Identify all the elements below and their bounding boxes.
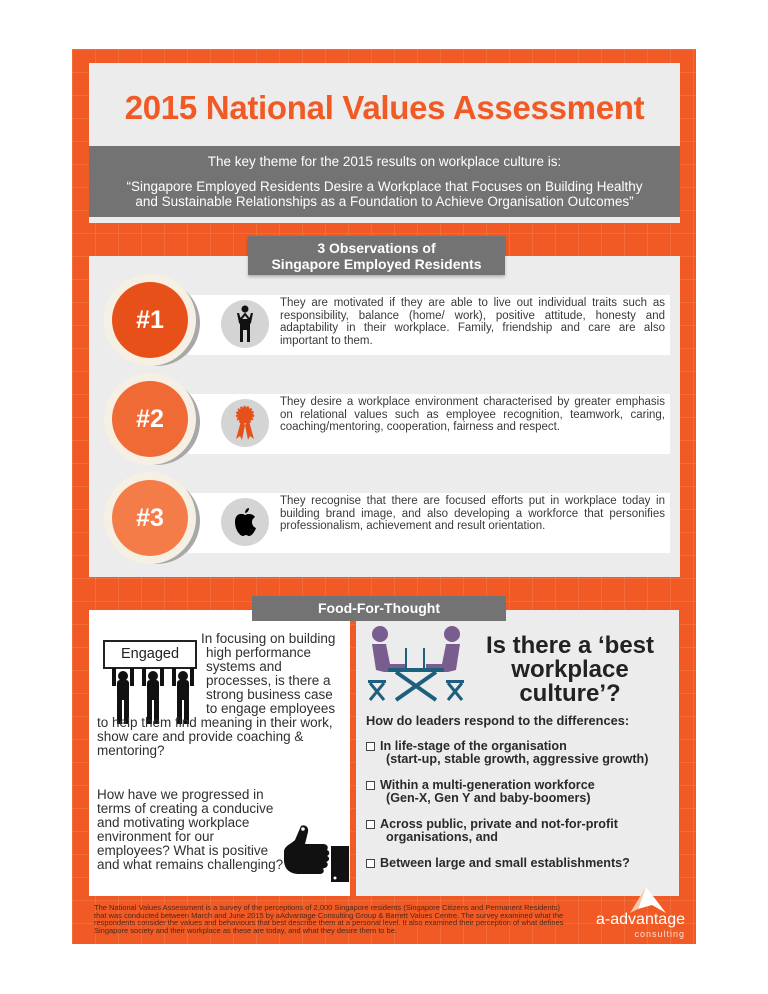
checkbox-icon — [366, 781, 375, 790]
engagement-question-line: systems and — [206, 659, 282, 674]
difference-item — [366, 818, 678, 844]
best-workplace-question-line: Is there a ‘best — [485, 632, 655, 659]
observation-item — [104, 472, 670, 570]
engagement-question-line: In focusing on building — [201, 631, 336, 646]
difference-item — [366, 779, 678, 805]
progress-question-text: How have we progressed in terms of creating a conducive and motivating workplace environment for our employees? What is positive and what remains challenging? — [97, 787, 284, 872]
difference-item — [366, 857, 678, 870]
difference-main: Across public, private and not-for-profit — [380, 817, 618, 831]
engaged-sign: Engaged — [103, 640, 197, 669]
engagement-question-line: strong business case — [206, 687, 333, 702]
key-theme-box — [89, 146, 680, 217]
logo-name: a-advantage — [596, 911, 685, 928]
page-title: 2015 National Values Assessment — [124, 89, 645, 126]
best-workplace-question — [470, 634, 670, 706]
observation-item — [104, 274, 670, 372]
engagement-question — [97, 632, 349, 758]
meeting-table-icon — [366, 624, 466, 704]
observation-text: They are motivated if they are able to live out individual traits such as responsibility, balance (home/ work), positive attitude, honesty and adaptability in their workplace. Family, friendship and care are also important to them. — [280, 297, 665, 347]
engagement-question-line: processes, is there a — [206, 673, 331, 688]
observation-badge: #2 — [112, 381, 188, 457]
observation-badge: #1 — [112, 282, 188, 358]
leaders-question: How do leaders respond to the differences: — [366, 713, 630, 728]
observation-badge: #3 — [112, 480, 188, 556]
engagement-question-tail: to help them find meaning in their work, show care and provide coaching & mentoring? — [97, 715, 333, 758]
person-icon — [221, 300, 269, 348]
survey-footnote: The National Values Assessment is a survey of the perceptions of 2,000 Singapore residents (Singapore Citizens and Permanent Residents) that was conducted between March and June 2015 by aAdvantage Consulting Group & Barrett Values Centre. The survey examined what the respondents consider the values and behaviours that best describe them at a personal level. It also examined their perception of what defines Singapore society and their workplace as these are today, and what they desire them to be. — [94, 903, 564, 935]
engagement-question-line: to engage employees — [206, 701, 336, 716]
difference-main: Between large and small establishments? — [380, 856, 630, 870]
difference-item — [366, 740, 678, 766]
best-workplace-question-line: culture’? — [519, 680, 621, 707]
difference-sub: (start-up, stable growth, aggressive growth) — [386, 752, 649, 766]
theme-quote: “Singapore Employed Residents Desire a Workplace that Focuses on Building Healthy and Sustainable Relationships as a Foundation to Achieve Organisation Outcomes” — [126, 179, 643, 209]
observations-panel — [89, 256, 680, 577]
differences-list — [366, 740, 678, 883]
observation-text: They recognise that there are focused efforts put in workplace today in building brand image, and also developing a workforce that personifies professionalism, achievement and result orientation. — [280, 495, 665, 532]
logo-subtitle: consulting — [634, 929, 685, 939]
difference-main: In life-stage of the organisation — [380, 739, 567, 753]
checkbox-icon — [366, 859, 375, 868]
apple-icon — [221, 498, 269, 546]
observations-header-line2: Singapore Employed Residents — [271, 256, 482, 272]
difference-main: Within a multi-generation workforce — [380, 778, 595, 792]
theme-intro: The key theme for the 2015 results on workplace culture is: — [207, 154, 562, 169]
thumbs-up-icon — [279, 824, 351, 884]
checkbox-icon — [366, 742, 375, 751]
logo-mountain-icon — [626, 887, 666, 913]
difference-sub: (Gen-X, Gen Y and baby-boomers) — [386, 791, 591, 805]
observations-header-line1: 3 Observations of — [317, 240, 436, 256]
difference-sub: organisations, and — [386, 830, 498, 844]
title-panel — [89, 63, 680, 223]
observation-text: They desire a workplace environment characterised by greater emphasis on relational values such as employee recognition, teamwork, caring, coaching/mentoring, cooperation, fairness and respect. — [280, 396, 665, 433]
food-for-thought-right-panel — [356, 610, 679, 896]
ribbon-award-icon — [221, 399, 269, 447]
checkbox-icon — [366, 820, 375, 829]
observations-header — [248, 236, 505, 275]
food-for-thought-header: Food-For-Thought — [252, 596, 506, 621]
best-workplace-question-line: workplace — [511, 656, 629, 683]
observation-item — [104, 373, 670, 471]
food-for-thought-left-panel — [89, 610, 350, 896]
engagement-question-line: high performance — [206, 645, 312, 660]
infographic-frame — [72, 49, 696, 944]
